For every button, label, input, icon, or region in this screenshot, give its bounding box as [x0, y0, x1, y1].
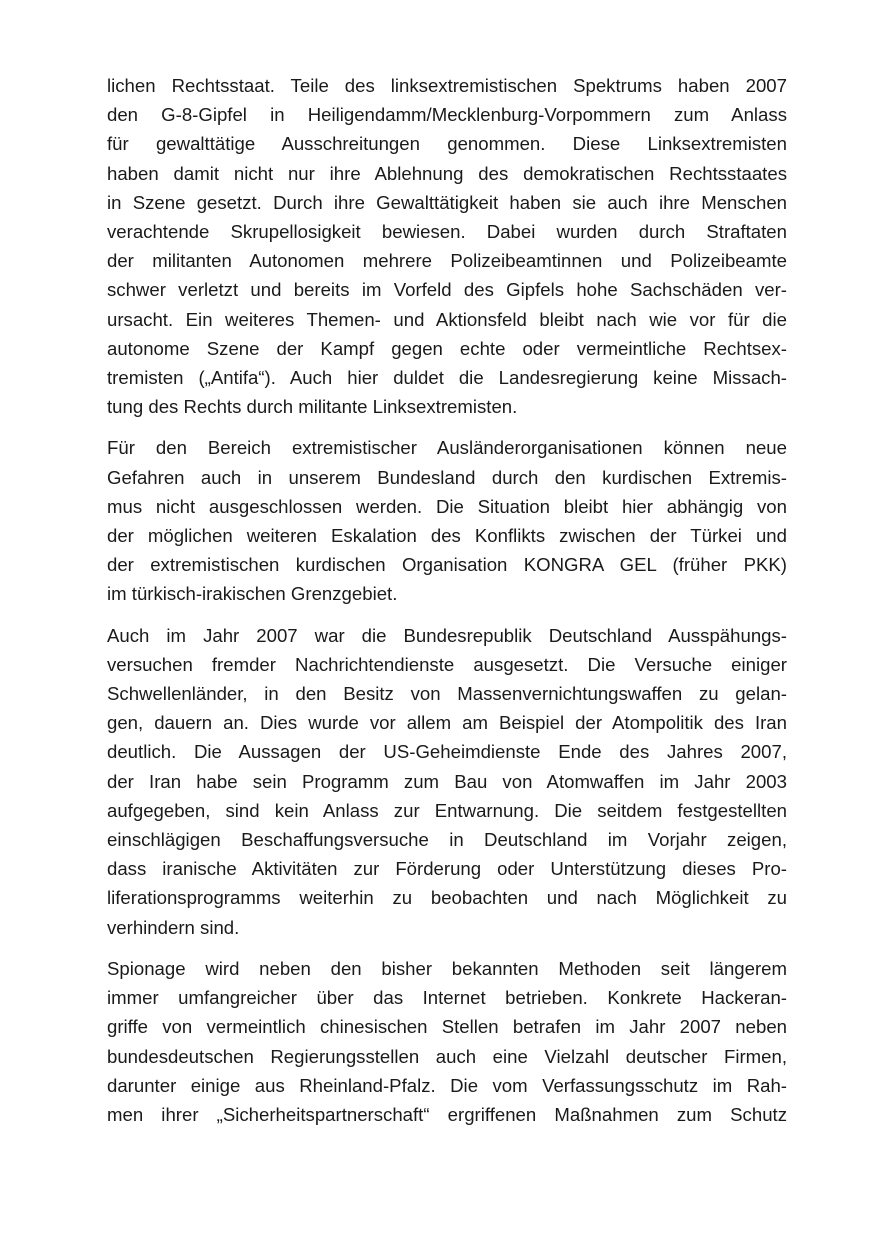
text-line: autonome Szene der Kampf gegen echte oder vermeintliche Rechtsex- — [107, 337, 787, 359]
text-line: men ihrer „Sicherheitspartnerschaft“ ergriffenen Maßnahmen zum Schutz — [107, 1103, 787, 1125]
text-line: mus nicht ausgeschlossen werden. Die Situation bleibt hier abhängig von — [107, 495, 787, 517]
text-line: schwer verletzt und bereits im Vorfeld des Gipfels hohe Sachschäden ver- — [107, 279, 787, 301]
text-line: verhindern sind. — [107, 916, 240, 938]
text-line: aufgegeben, sind kein Anlass zur Entwarnung. Die seitdem festgestellten — [107, 799, 787, 821]
text-line: einschlägigen Beschaffungsversuche in Deutschland im Vorjahr zeigen, — [107, 829, 787, 851]
text-line: bundesdeutschen Regierungsstellen auch eine Vielzahl deutscher Firmen, — [107, 1045, 787, 1067]
text-line: liferationsprogramms weiterhin zu beobachten und nach Möglichkeit zu — [107, 887, 787, 909]
text-line: ursacht. Ein weiteres Themen- und Aktionsfeld bleibt nach wie vor für die — [107, 308, 787, 330]
text-line: griffe von vermeintlich chinesischen Stellen betrafen im Jahr 2007 neben — [107, 1016, 787, 1038]
text-line: der extremistischen kurdischen Organisation KONGRA GEL (früher PKK) — [107, 554, 787, 576]
text-line: deutlich. Die Aussagen der US-Geheimdienste Ende des Jahres 2007, — [107, 741, 787, 763]
text-line: dass iranische Aktivitäten zur Förderung oder Unterstützung dieses Pro- — [107, 858, 787, 880]
text-line: haben damit nicht nur ihre Ablehnung des demokratischen Rechtsstaates — [107, 162, 787, 184]
text-line: versuchen fremder Nachrichtendienste ausgesetzt. Die Versuche einiger — [107, 653, 787, 675]
text-line: der möglichen weiteren Eskalation des Konflikts zwischen der Türkei und — [107, 525, 787, 547]
paragraph-linksextremismus — [107, 71, 787, 421]
text-line: Für den Bereich extremistischer Ausländerorganisationen können neue — [107, 437, 787, 459]
text-line: im türkisch-irakischen Grenzgebiet. — [107, 583, 398, 605]
text-line: verachtende Skrupellosigkeit bewiesen. Dabei wurden durch Straftaten — [107, 221, 787, 243]
paragraph-internetspionage — [107, 954, 787, 1129]
text-line: der militanten Autonomen mehrere Polizeibeamtinnen und Polizeibeamte — [107, 250, 787, 272]
text-line: darunter einige aus Rheinland-Pfalz. Die vom Verfassungsschutz im Rah- — [107, 1074, 787, 1096]
text-line: Spionage wird neben den bisher bekannten Methoden seit längerem — [107, 957, 787, 979]
text-line: der Iran habe sein Programm zum Bau von Atomwaffen im Jahr 2003 — [107, 770, 787, 792]
text-line: Gefahren auch in unserem Bundesland durch den kurdischen Extremis- — [107, 466, 787, 488]
paragraph-auslaenderextremismus — [107, 433, 787, 608]
text-line: tremisten („Antifa“). Auch hier duldet die Landesregierung keine Missach- — [107, 367, 787, 389]
text-line: für gewalttätige Ausschreitungen genommen. Diese Linksextremisten — [107, 133, 787, 155]
paragraph-spionageabwehr — [107, 621, 787, 942]
text-line: gen, dauern an. Dies wurde vor allem am Beispiel der Atompolitik des Iran — [107, 712, 787, 734]
document-page — [107, 71, 787, 1141]
text-line: immer umfangreicher über das Internet betrieben. Konkrete Hackeran- — [107, 987, 787, 1009]
text-line: in Szene gesetzt. Durch ihre Gewalttätigkeit haben sie auch ihre Menschen — [107, 191, 787, 213]
text-line: Schwellenländer, in den Besitz von Massenvernichtungswaffen zu gelan- — [107, 683, 787, 705]
text-line: Auch im Jahr 2007 war die Bundesrepublik Deutschland Ausspähungs- — [107, 624, 787, 646]
text-line: den G-8-Gipfel in Heiligendamm/Mecklenburg-Vorpommern zum Anlass — [107, 104, 787, 126]
text-line: lichen Rechtsstaat. Teile des linksextremistischen Spektrums haben 2007 — [107, 75, 787, 96]
text-line: tung des Rechts durch militante Linksextremisten. — [107, 396, 518, 418]
